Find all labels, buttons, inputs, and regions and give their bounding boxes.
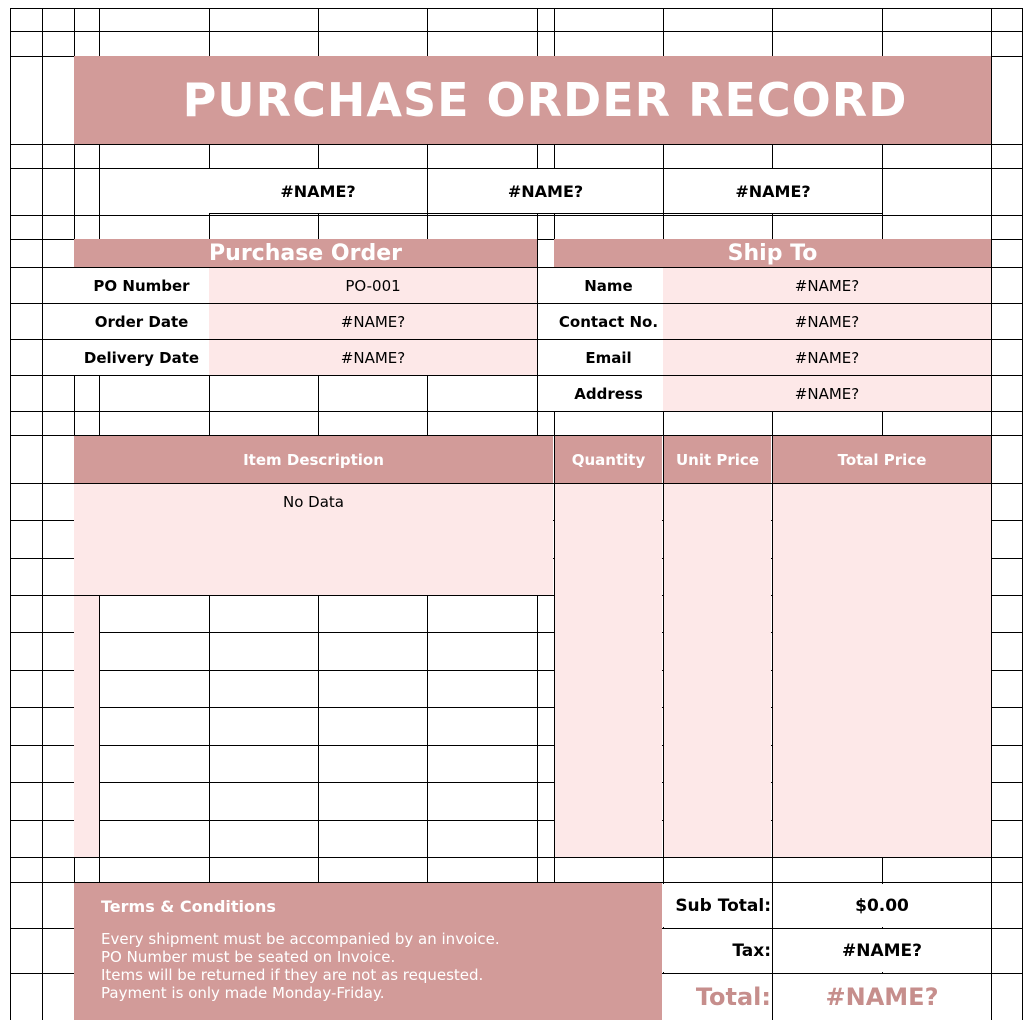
- order-date-label: Order Date: [74, 304, 209, 339]
- terms-line-1: Every shipment must be accompanied by an invoice.: [101, 930, 500, 948]
- tax-value[interactable]: #NAME?: [773, 929, 991, 972]
- ship-to-heading: Ship To: [554, 239, 991, 267]
- unit-price-column[interactable]: [664, 484, 771, 857]
- address-label: Address: [554, 376, 663, 411]
- purchase-order-heading: Purchase Order: [74, 239, 537, 267]
- page-title: PURCHASE ORDER RECORD: [99, 56, 991, 144]
- subtotal-label: Sub Total:: [663, 884, 771, 927]
- total-value: #NAME?: [773, 974, 991, 1020]
- col-header-item-description: Item Description: [74, 436, 553, 483]
- contact-no-value[interactable]: #NAME?: [663, 304, 991, 339]
- email-label: Email: [554, 340, 663, 375]
- address-value[interactable]: #NAME?: [663, 376, 991, 411]
- terms-line-4: Payment is only made Monday-Friday.: [101, 984, 385, 1002]
- col-header-unit-price: Unit Price: [664, 436, 771, 483]
- terms-heading: Terms & Conditions: [101, 897, 276, 916]
- header-field-1[interactable]: #NAME?: [209, 168, 427, 214]
- ship-name-label: Name: [554, 268, 663, 303]
- items-left-strip: [74, 596, 99, 857]
- terms-line-2: PO Number must be seated on Invoice.: [101, 948, 396, 966]
- header-field-3[interactable]: #NAME?: [663, 168, 882, 214]
- tax-label: Tax:: [663, 929, 771, 972]
- title-banner-left-strip: [74, 56, 99, 144]
- po-number-label: PO Number: [74, 268, 209, 303]
- quantity-column[interactable]: [555, 484, 662, 857]
- total-label: Total:: [663, 974, 771, 1020]
- header-field-2[interactable]: #NAME?: [427, 168, 663, 214]
- ship-name-value[interactable]: #NAME?: [663, 268, 991, 303]
- item-row-1-description[interactable]: No Data: [283, 493, 344, 511]
- order-date-value[interactable]: #NAME?: [209, 304, 537, 339]
- po-number-value[interactable]: PO-001: [209, 268, 537, 303]
- subtotal-value: $0.00: [773, 884, 991, 927]
- delivery-date-value[interactable]: #NAME?: [209, 340, 537, 375]
- email-value[interactable]: #NAME?: [663, 340, 991, 375]
- col-header-total-price: Total Price: [773, 436, 991, 483]
- contact-no-label: Contact No.: [554, 304, 663, 339]
- col-header-quantity: Quantity: [555, 436, 662, 483]
- terms-line-3: Items will be returned if they are not as requested.: [101, 966, 484, 984]
- delivery-date-label: Delivery Date: [74, 340, 209, 375]
- total-price-column[interactable]: [773, 484, 991, 857]
